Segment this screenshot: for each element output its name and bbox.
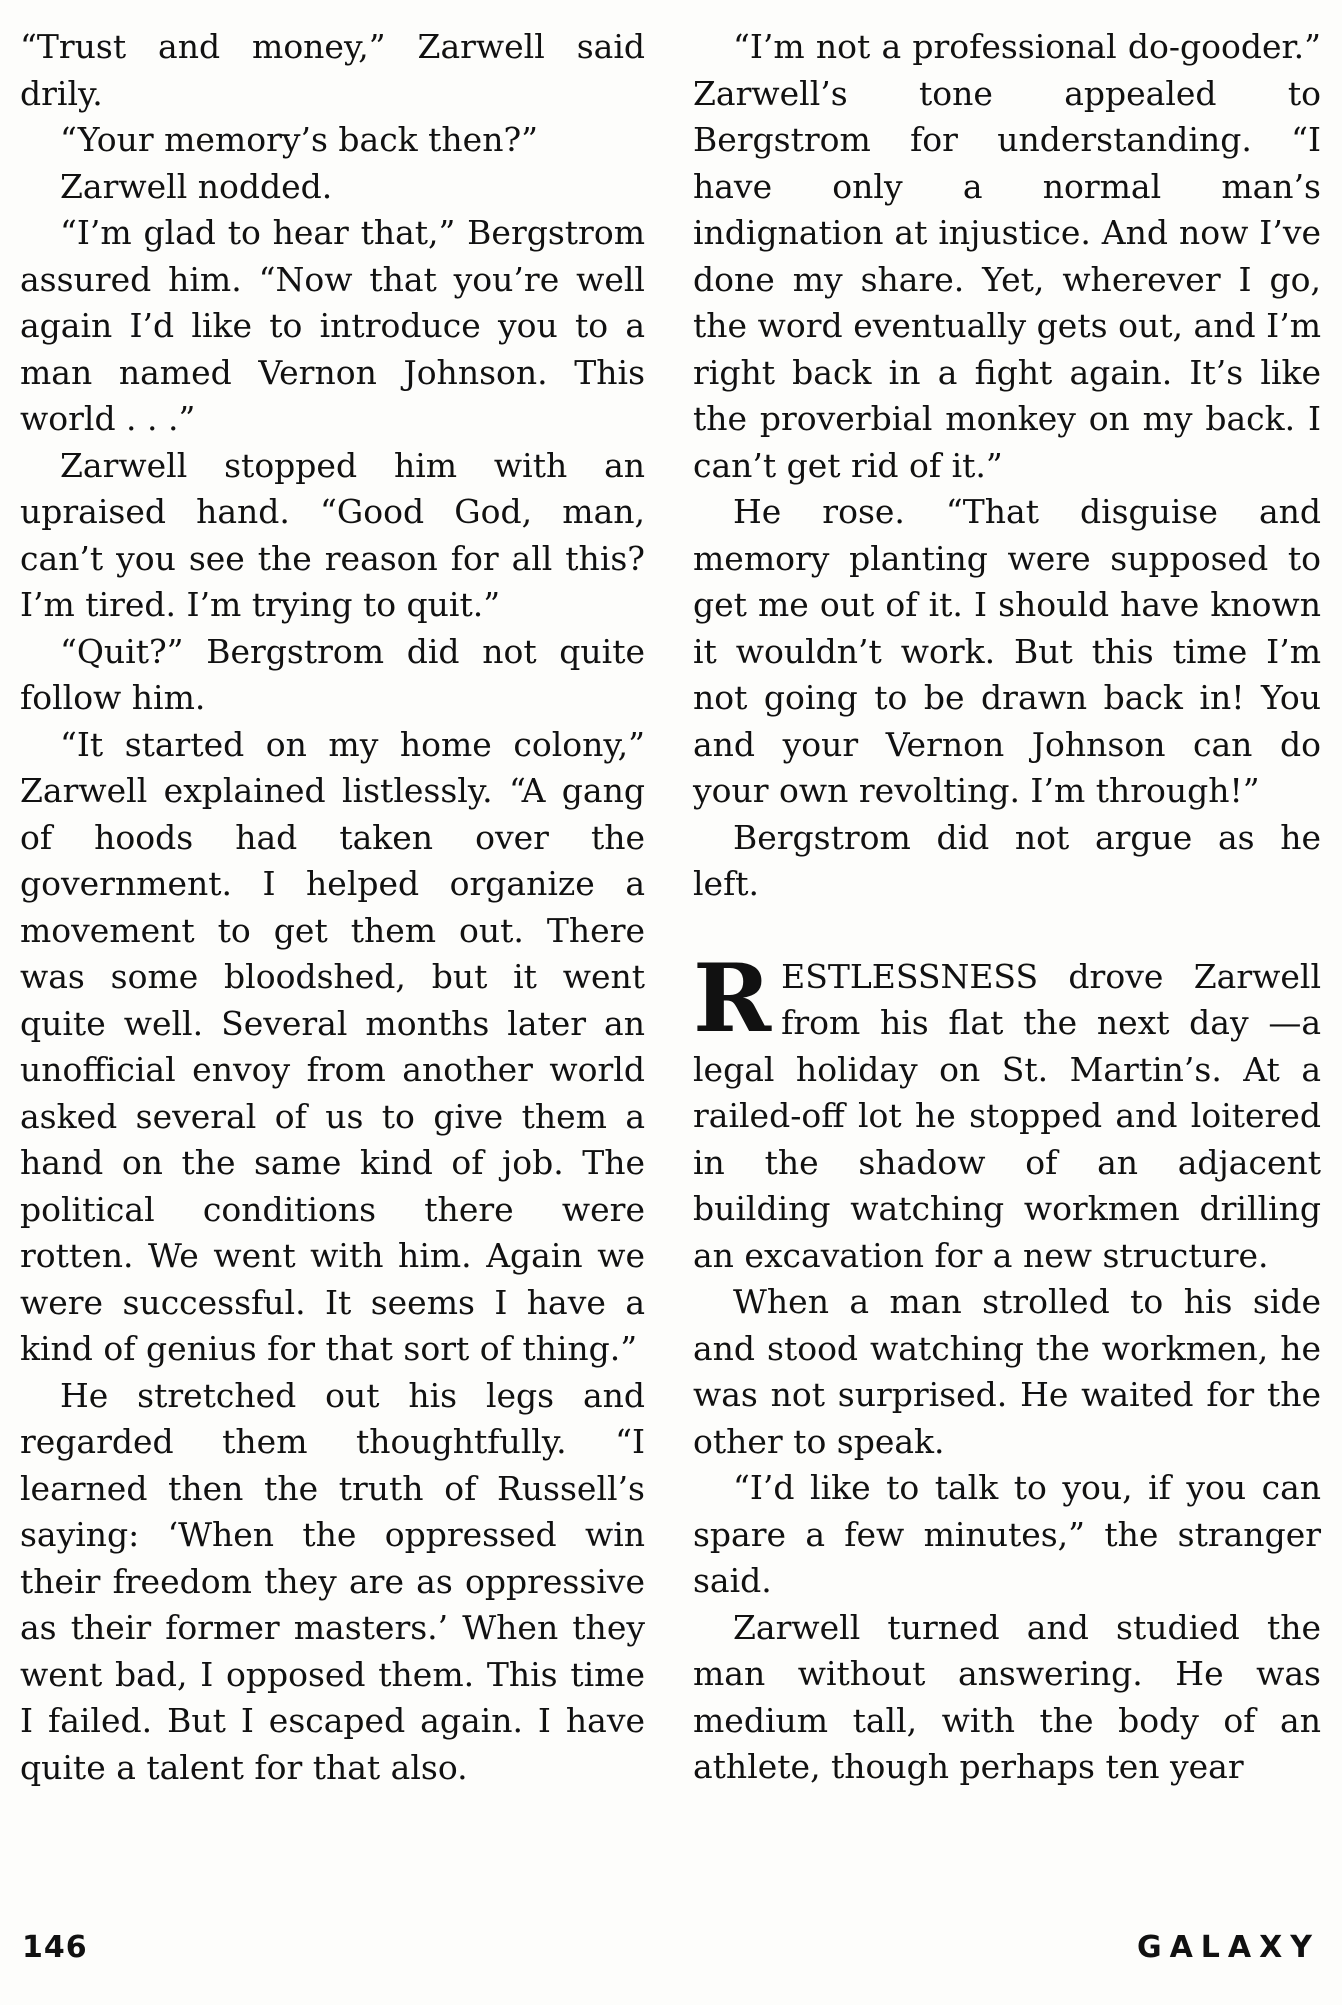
paragraph: Zarwell turned and studied the man without answering. He was medium tall, with the body of an athlete, though perhaps ten year [693,1607,1321,1786]
paragraph: He rose. “That disguise and memory planting were supposed to get me out of it. I should have known it wouldn’t work. But this time I’m not going to be drawn back in! You and your Vernon Johnson can do your own revolting. I’m through!” [693,492,1321,810]
section-lead-text: ESTLESSNESS drove Zarwell from his flat the next day —a legal holiday on St. Martin’s. At a railed-off lot he stopped and loitered in the shadow of an adjacent building watching workmen drilling an excavation for a new structure. [693,956,1321,1275]
paragraph: Bergstrom did not argue as he left. [693,817,1321,903]
paragraph: Zarwell nodded. [60,166,333,206]
paragraph: “I’m not a professional do-gooder.” Zarwell’s tone appealed to Bergstrom for understanding. “I have only a normal man’s indignation at injustice. And now I’ve done my share. Yet, wherever I go, the word eventually gets out, and I’m right back in a fight again. It’s like the proverbial monkey on my back. I can’t get rid of it.” [693,27,1321,485]
paragraph: He stretched out his legs and regarded them thoughtfully. “I learned then the truth of Russell’s saying: ‘When the oppressed win their freedom they are as oppressive as their former masters.’ When they went bad, I opposed them. This time I failed. But I escaped again. I have quite a talent for that also. [20,1375,645,1787]
paragraph: “Trust and money,” Zarwell said drily. [20,27,645,113]
paragraph: Zarwell stopped him with an upraised hand. “Good God, man, can’t you see the reason for all this? I’m tired. I’m trying to quit.” [20,445,645,624]
paragraph: “I’m glad to hear that,” Bergstrom assured him. “Now that you’re well again I’d like to introduce you to a man named Vernon Johnson. This world . . .” [20,213,645,438]
paragraph: “Quit?” Bergstrom did not quite follow him. [20,631,645,717]
left-column [20,24,645,1791]
running-title: GALAXY [1136,1930,1320,1965]
section-opening-paragraph [693,943,1321,1280]
paragraph: “Your memory’s back then?” [60,120,539,159]
paragraph: “It started on my home colony,” Zarwell explained listlessly. “A gang of hoods had taken over the government. I helped organize a movement to get them out. There was some bloodshed, but it went quite well. Several months later an unofficial envoy from another world asked several of us to give them a hand on the same kind of job. The political conditions there were rotten. We went with him. Again we were successful. It seems I have a kind of genius for that sort of thing.” [20,724,645,1368]
paragraph: “I’d like to talk to you, if you can spare a few minutes,” the stranger said. [693,1468,1321,1600]
paragraph: When a man strolled to his side and stood watching the workmen, he was not surprised. He waited for the other to speak. [693,1282,1321,1461]
drop-cap: R [693,943,772,1054]
page-number: 146 [22,1930,88,1965]
right-column [693,24,1321,1791]
